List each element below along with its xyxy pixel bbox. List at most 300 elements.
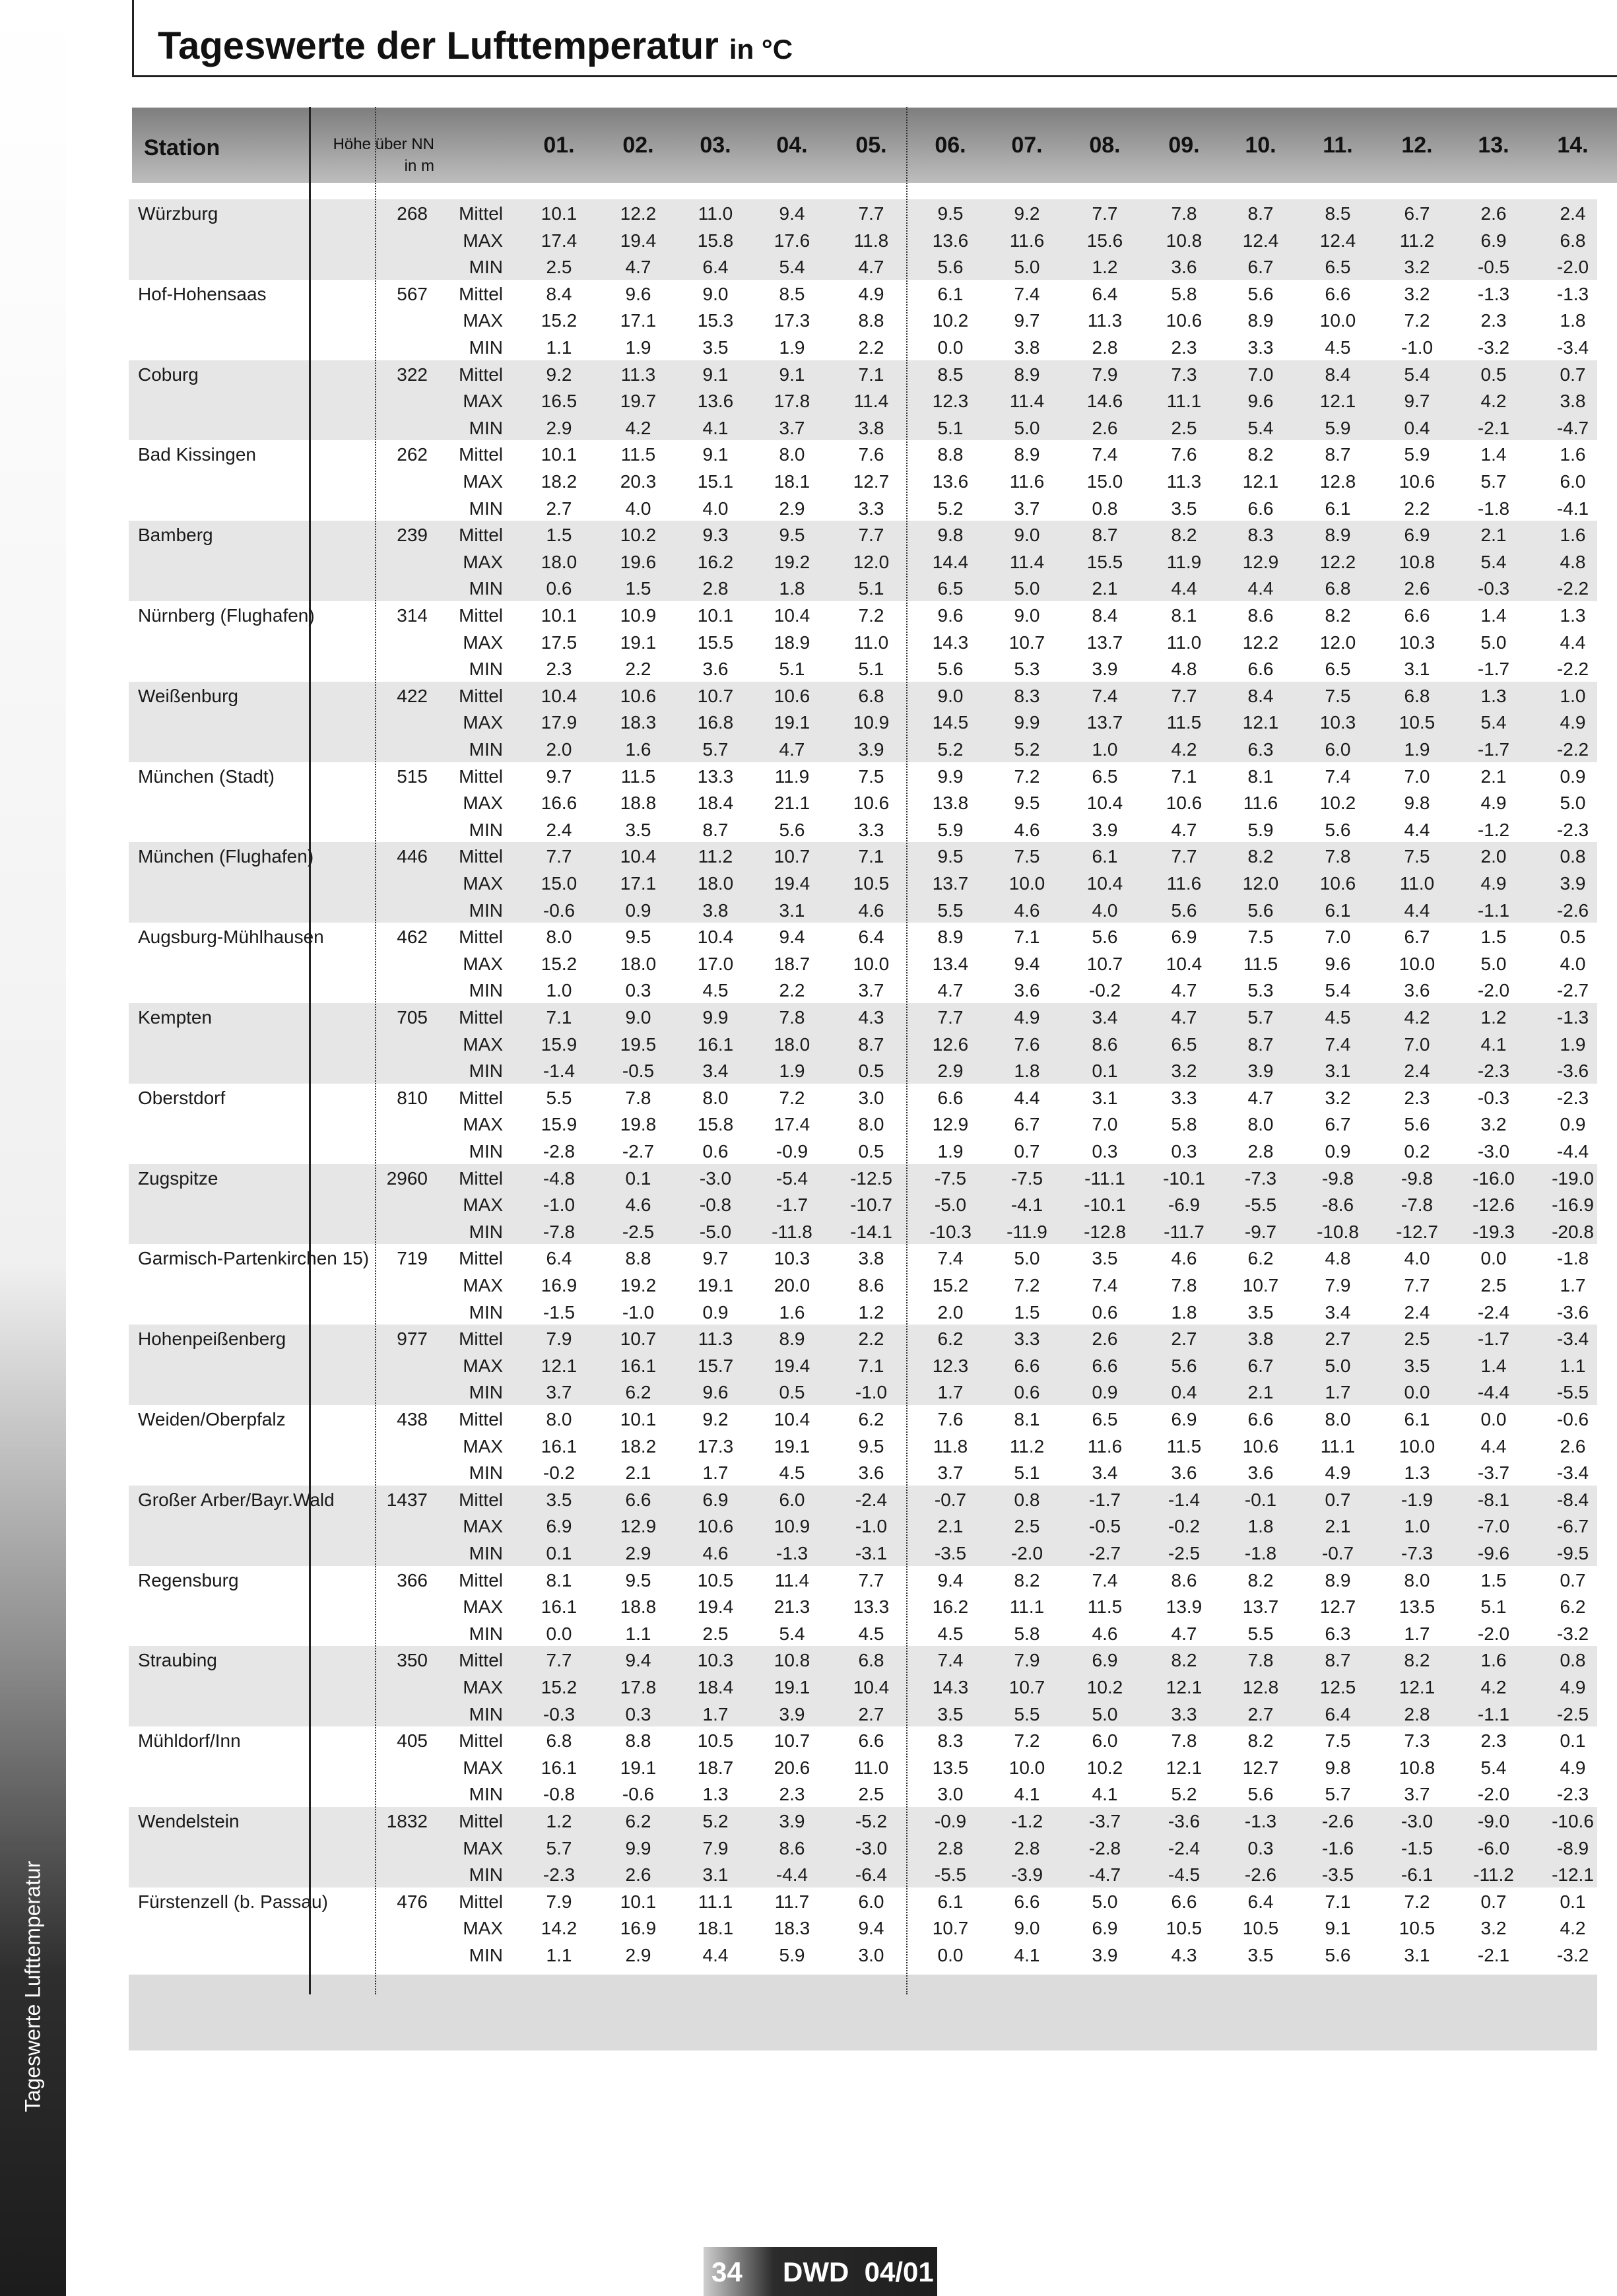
value-cell: 10.3 [774,1248,810,1269]
value-cell: 9.4 [1014,953,1040,974]
value-cell: 2.1 [1325,1516,1351,1537]
value-cell: 2.4 [1404,1301,1430,1323]
value-cell: 6.0 [1325,739,1351,760]
value-cell: 8.7 [1325,444,1351,465]
value-cell: 1.6 [779,1301,805,1323]
value-cell: 7.7 [1404,1275,1430,1296]
value-cell: 9.0 [1014,605,1040,626]
value-cell: 5.6 [1247,1784,1274,1805]
value-cell: 21.3 [774,1596,810,1618]
value-cell: 10.7 [1086,953,1123,974]
value-cell: -1.3 [1556,283,1589,304]
value-cell: 12.1 [1399,1677,1436,1697]
value-cell: 5.3 [1014,659,1040,680]
value-cell: 3.5 [1247,1945,1274,1965]
value-cell: 18.4 [697,793,734,814]
value-cell: -2.3 [1556,1784,1589,1805]
value-cell: -3.4 [1556,1462,1589,1484]
value-cell: 9.2 [1014,203,1040,224]
value-cell: 7.8 [779,1007,805,1028]
value-cell: 2.0 [1480,846,1507,867]
row-label: MIN [469,1141,503,1162]
value-cell: 8.2 [1014,1569,1040,1591]
value-cell: 3.2 [1171,1061,1197,1082]
value-cell: 15.0 [541,873,578,894]
value-cell: 17.9 [541,712,578,733]
value-cell: 10.0 [1008,1757,1045,1778]
value-cell: 13.9 [1166,1596,1203,1618]
value-cell: 11.3 [1087,310,1123,331]
value-cell: 17.5 [541,632,578,653]
value-cell: 3.0 [858,1087,884,1108]
title-box [132,0,1617,77]
value-cell: 17.0 [697,953,734,974]
value-cell: 11.1 [1166,391,1202,412]
value-cell: -2.4 [855,1489,888,1510]
value-cell: -10.6 [1552,1811,1594,1831]
value-cell: 11.4 [774,1569,810,1591]
value-cell: 8.2 [1325,605,1351,626]
value-cell: 1.0 [546,980,572,1001]
value-cell: -6.7 [1556,1516,1589,1537]
row-label: Mittel [459,283,503,304]
value-cell: 8.4 [1247,685,1274,706]
station-name: Zugspitze [138,1167,218,1189]
table-row [129,1566,1597,1593]
value-cell: -3.7 [1088,1811,1121,1831]
value-cell: 5.0 [1325,1355,1351,1376]
value-cell: 0.5 [858,1141,884,1162]
value-cell: -3.0 [855,1837,888,1858]
value-cell: 4.2 [1171,739,1197,760]
value-cell: 4.2 [1560,1918,1586,1939]
value-cell: 8.9 [1014,364,1040,385]
table-row [129,1218,1597,1245]
value-cell: 0.9 [1325,1141,1351,1162]
value-cell: 11.4 [1009,551,1045,572]
row-label: Mittel [459,1891,503,1912]
value-cell: 12.1 [1242,471,1279,492]
value-cell: 4.1 [1480,1033,1507,1055]
value-cell: 6.6 [1404,605,1430,626]
value-cell: -7.5 [934,1167,967,1189]
value-cell: 4.7 [858,257,884,278]
value-cell: 8.6 [858,1275,884,1296]
row-label: MAX [463,712,503,733]
value-cell: 5.7 [702,739,729,760]
value-cell: 8.0 [1247,1114,1274,1135]
value-cell: 6.7 [1404,203,1430,224]
table-row [129,1539,1597,1566]
value-cell: -2.2 [1556,739,1589,760]
station-name: Mühldorf/Inn [138,1730,241,1752]
value-cell: -1.7 [1477,659,1510,680]
value-cell: 0.8 [1560,1650,1586,1671]
value-cell: 3.8 [702,900,729,921]
value-cell: 9.8 [937,525,964,546]
table-row [129,1271,1597,1298]
row-label: MIN [469,1462,503,1484]
value-cell: -1.4 [1168,1489,1201,1510]
table-row [129,387,1597,414]
value-cell: -3.0 [1401,1811,1434,1831]
value-cell: 12.1 [1319,391,1356,412]
value-cell: 9.6 [937,605,964,626]
value-cell: 0.4 [1404,417,1430,438]
value-cell: 0.1 [546,1543,572,1563]
value-cell: -2.5 [1556,1703,1589,1724]
value-cell: 2.5 [702,1623,729,1644]
value-cell: 2.1 [625,1462,651,1484]
value-cell: 17.3 [774,310,810,331]
value-cell: 10.1 [541,203,578,224]
station-name: Nürnberg (Flughafen) [138,605,315,626]
value-cell: 7.2 [1404,1891,1430,1912]
value-cell: 11.5 [1087,1596,1123,1618]
value-cell: -11.2 [1473,1864,1514,1886]
value-cell: 5.2 [1014,739,1040,760]
value-cell: 5.6 [1171,1355,1197,1376]
table-row [129,1486,1597,1513]
value-cell: 5.9 [779,1945,805,1965]
value-cell: 8.5 [1325,203,1351,224]
value-cell: 11.6 [1009,230,1045,251]
value-cell: 11.6 [1087,1435,1123,1457]
table-row [129,467,1597,494]
value-cell: 8.0 [1404,1569,1430,1591]
row-label: MAX [463,1114,503,1135]
table-row [129,762,1597,789]
value-cell: 7.9 [546,1891,572,1912]
value-cell: -4.7 [1088,1864,1121,1886]
value-cell: -3.4 [1556,1328,1589,1350]
value-cell: -8.1 [1477,1489,1510,1510]
value-cell: -2.2 [1556,578,1589,599]
value-cell: 6.4 [858,927,884,948]
value-cell: 16.1 [541,1757,578,1778]
value-cell: 5.3 [1247,980,1274,1001]
value-cell: 11.0 [853,632,889,653]
value-cell: -2.8 [1088,1837,1121,1858]
value-cell: 6.6 [1325,283,1351,304]
value-cell: 7.6 [1171,444,1197,465]
value-cell: 12.9 [932,1114,969,1135]
value-cell: 10.2 [620,525,657,546]
value-cell: 3.1 [1404,659,1430,680]
value-cell: 7.7 [546,1650,572,1671]
value-cell: 3.8 [858,417,884,438]
value-cell: 5.4 [779,1623,805,1644]
value-cell: -12.6 [1472,1195,1515,1216]
value-cell: -2.8 [543,1141,576,1162]
value-cell: 11.2 [698,846,733,867]
value-cell: -4.7 [1556,417,1589,438]
value-cell: -2.7 [622,1141,655,1162]
value-cell: 9.5 [937,846,964,867]
value-cell: 8.5 [779,283,805,304]
value-cell: 6.0 [1092,1730,1118,1752]
value-cell: 10.2 [1086,1677,1123,1697]
value-cell: 7.0 [1325,927,1351,948]
value-cell: 11.3 [1166,471,1202,492]
row-label: MIN [469,1543,503,1563]
value-cell: 7.4 [937,1650,964,1671]
station-height: 719 [397,1248,428,1269]
row-label: MAX [463,310,503,331]
value-cell: 10.0 [853,953,890,974]
value-cell: 18.7 [774,953,810,974]
value-cell: 19.8 [620,1114,657,1135]
value-cell: 6.5 [1092,1409,1118,1429]
table-row [129,1405,1597,1432]
value-cell: 4.6 [1092,1623,1118,1644]
value-cell: 8.8 [937,444,964,465]
row-label: MIN [469,819,503,840]
row-label: Mittel [459,685,503,706]
value-cell: 9.0 [702,283,729,304]
value-cell: 11.4 [1009,391,1045,412]
value-cell: -7.8 [543,1221,576,1242]
value-cell: 18.2 [541,471,578,492]
table-row [129,1003,1597,1030]
value-cell: 10.7 [620,1328,657,1350]
value-cell: 0.0 [937,1945,964,1965]
value-cell: 5.2 [702,1811,729,1831]
value-cell: 12.1 [1166,1757,1203,1778]
value-cell: 10.6 [1166,793,1203,814]
value-cell: 7.9 [1014,1650,1040,1671]
value-cell: 9.4 [779,927,805,948]
value-cell: 9.7 [702,1248,729,1269]
value-cell: 9.7 [546,766,572,787]
value-cell: -9.6 [1477,1543,1510,1563]
value-cell: -19.3 [1472,1221,1515,1242]
value-cell: 3.8 [1247,1328,1274,1350]
value-cell: 2.6 [1480,203,1507,224]
value-cell: 2.1 [1480,766,1507,787]
value-cell: 15.8 [697,230,734,251]
value-cell: 13.7 [1086,712,1123,733]
value-cell: 4.5 [702,980,729,1001]
value-cell: 18.8 [620,1596,657,1618]
value-cell: 3.5 [1404,1355,1430,1376]
value-cell: 4.7 [625,257,651,278]
value-cell: 1.5 [625,578,651,599]
value-cell: 5.6 [779,819,805,840]
value-cell: -1.1 [1477,1703,1510,1724]
value-cell: 12.8 [1242,1677,1279,1697]
value-cell: 19.1 [774,1677,810,1697]
station-height: 515 [397,766,428,787]
value-cell: 1.3 [1404,1462,1430,1484]
value-cell: 8.2 [1247,1569,1274,1591]
value-cell: 8.0 [546,1409,572,1429]
value-cell: -1.7 [1088,1489,1121,1510]
value-cell: -10.8 [1317,1221,1359,1242]
value-cell: -1.6 [1321,1837,1354,1858]
value-cell: 4.9 [1560,712,1586,733]
value-cell: -0.7 [1321,1543,1354,1563]
value-cell: 12.8 [1319,471,1356,492]
value-cell: 6.1 [1325,900,1351,921]
value-cell: 8.8 [625,1730,651,1752]
value-cell: 6.7 [1247,1355,1274,1376]
value-cell: 17.1 [620,873,657,894]
value-cell: 4.4 [1404,900,1430,921]
value-cell: 3.3 [1171,1703,1197,1724]
value-cell: 1.4 [1480,605,1507,626]
row-label: Mittel [459,1730,503,1752]
value-cell: -4.8 [543,1167,576,1189]
value-cell: 7.2 [858,605,884,626]
value-cell: -2.3 [543,1864,576,1886]
station-name: Straubing [138,1650,217,1671]
value-cell: 3.6 [1171,1462,1197,1484]
row-label: MIN [469,980,503,1001]
value-cell: 6.9 [1480,230,1507,251]
value-cell: 2.0 [937,1301,964,1323]
value-cell: 19.7 [620,391,657,412]
value-cell: 12.6 [932,1033,969,1055]
value-cell: -1.3 [1556,1007,1589,1028]
value-cell: 2.1 [1092,578,1118,599]
value-cell: 8.2 [1171,525,1197,546]
row-label: MAX [463,1355,503,1376]
value-cell: 16.6 [541,793,578,814]
value-cell: 4.4 [1480,1435,1507,1457]
value-cell: -11.8 [772,1221,812,1242]
value-cell: 11.6 [1166,873,1202,894]
table-row [129,360,1597,387]
value-cell: 5.8 [1171,1114,1197,1135]
table-row [129,548,1597,575]
value-cell: 10.1 [541,444,578,465]
value-cell: 8.3 [1247,525,1274,546]
value-cell: 7.8 [1325,846,1351,867]
value-cell: 5.6 [1247,283,1274,304]
station-height: 1832 [386,1811,428,1831]
table-row [129,1325,1597,1352]
row-label: Mittel [459,846,503,867]
value-cell: 0.5 [1560,927,1586,948]
value-cell: -1.0 [622,1301,655,1323]
value-cell: -6.0 [1477,1837,1510,1858]
value-cell: 3.2 [1480,1918,1507,1939]
value-cell: 10.7 [1008,632,1045,653]
value-cell: 7.8 [1171,203,1197,224]
value-cell: 10.6 [1399,471,1436,492]
table-row [129,1673,1597,1700]
row-label: MAX [463,1195,503,1216]
value-cell: 7.7 [1171,846,1197,867]
value-cell: 12.2 [620,203,657,224]
table-row [129,628,1597,655]
value-cell: 6.2 [1560,1596,1586,1618]
value-cell: -4.4 [776,1864,808,1886]
value-cell: 1.0 [1092,739,1118,760]
value-cell: -3.0 [699,1167,732,1189]
value-cell: 8.0 [858,1114,884,1135]
value-cell: 2.8 [1404,1703,1430,1724]
value-cell: 7.3 [1404,1730,1430,1752]
row-label: Mittel [459,605,503,626]
value-cell: 2.5 [1171,417,1197,438]
station-name: Coburg [138,364,199,385]
value-cell: -3.6 [1556,1301,1589,1323]
day-header: 14. [1557,133,1589,158]
value-cell: 17.4 [541,230,578,251]
value-cell: -2.0 [1010,1543,1043,1563]
value-cell: 8.7 [702,819,729,840]
value-cell: 10.4 [697,927,734,948]
value-cell: 4.6 [1014,900,1040,921]
value-cell: 3.7 [937,1462,964,1484]
value-cell: 10.1 [541,605,578,626]
row-label: Mittel [459,1569,503,1591]
value-cell: -5.0 [699,1221,732,1242]
station-height: 350 [397,1650,428,1671]
value-cell: 11.5 [620,444,656,465]
table-row [129,1646,1597,1673]
value-cell: 12.7 [853,471,890,492]
value-cell: 10.4 [620,846,657,867]
value-cell: 8.0 [1325,1409,1351,1429]
value-cell: 8.4 [1092,605,1118,626]
value-cell: 18.4 [697,1677,734,1697]
row-label: Mittel [459,444,503,465]
value-cell: 5.5 [1014,1703,1040,1724]
value-cell: -1.7 [776,1195,808,1216]
value-cell: 16.9 [541,1275,578,1296]
value-cell: -0.2 [1088,980,1121,1001]
value-cell: 8.9 [1014,444,1040,465]
value-cell: 2.4 [1560,203,1586,224]
value-cell: 9.1 [779,364,805,385]
value-cell: 5.4 [1480,712,1507,733]
row-label: Mittel [459,927,503,948]
value-cell: -5.2 [855,1811,888,1831]
value-cell: 2.6 [1092,417,1118,438]
value-cell: 6.6 [1247,659,1274,680]
value-cell: 6.1 [937,283,964,304]
row-label: Mittel [459,1409,503,1429]
value-cell: -0.6 [622,1784,655,1805]
value-cell: 16.2 [932,1596,969,1618]
value-cell: 13.6 [932,471,969,492]
value-cell: 3.2 [1480,1114,1507,1135]
day-header: 01. [543,133,575,158]
row-label: MIN [469,1061,503,1082]
value-cell: 5.6 [1325,819,1351,840]
value-cell: 15.9 [541,1033,578,1055]
value-cell: 6.5 [1325,659,1351,680]
value-cell: 6.2 [625,1382,651,1403]
value-cell: 1.9 [1404,739,1430,760]
value-cell: 9.4 [858,1918,884,1939]
value-cell: -0.6 [543,900,576,921]
value-cell: -3.2 [1556,1945,1589,1965]
value-cell: 5.9 [1325,417,1351,438]
row-label: MAX [463,1677,503,1697]
value-cell: 10.8 [1399,1757,1436,1778]
value-cell: -1.8 [1244,1543,1277,1563]
value-cell: 6.4 [1247,1891,1274,1912]
value-cell: 19.1 [774,712,810,733]
value-cell: 5.7 [1247,1007,1274,1028]
value-cell: 6.5 [1171,1033,1197,1055]
value-cell: 0.1 [625,1167,651,1189]
value-cell: 5.0 [1560,793,1586,814]
